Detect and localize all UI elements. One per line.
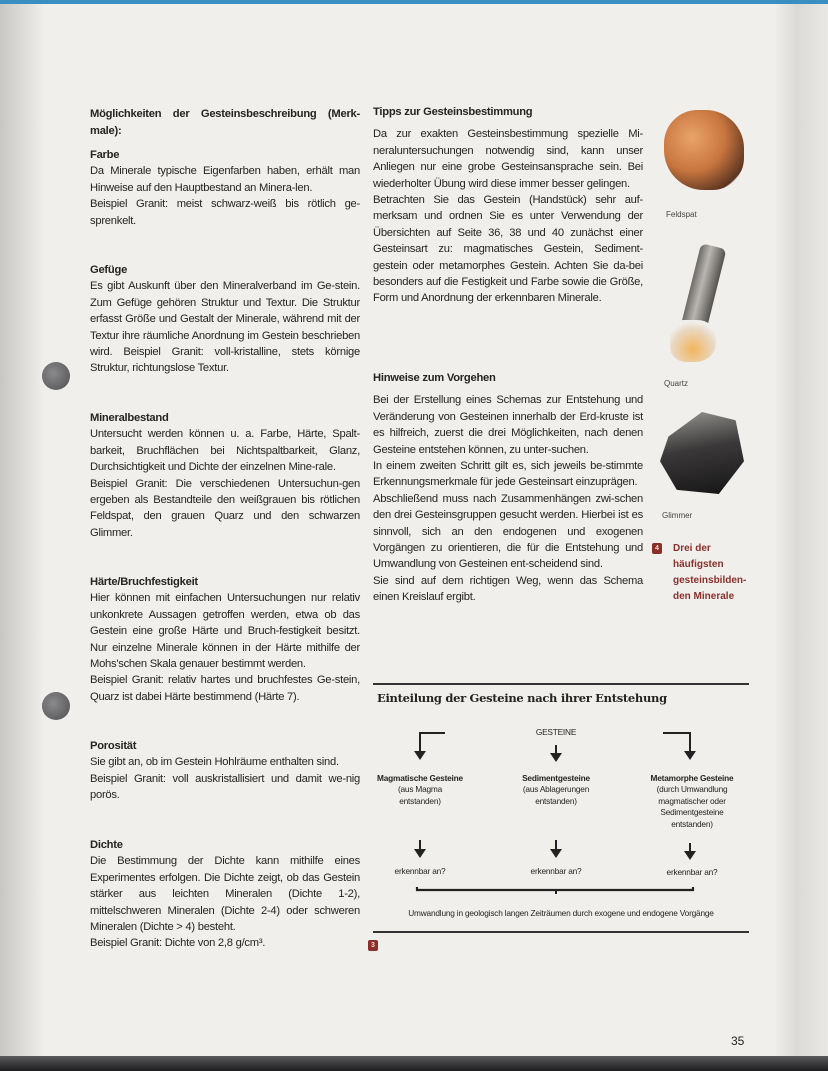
section-tipps — [373, 104, 643, 307]
arrow-right-path — [663, 733, 690, 753]
question-magmatisch: erkennbar an? — [394, 866, 446, 876]
section-farbe — [90, 147, 360, 229]
paragraph: Untersucht werden können u. a. Farbe, Härte, Spalt-barkeit, Bruchflächen bei Nichtspaltbarkeit, Glanz, Durchsichtigkeit und Dichte der einzelnen Mine-rale. — [90, 428, 360, 474]
figure-caption: Drei der häufigsten gesteinsbilden-den Minerale — [673, 543, 747, 602]
page-binding-shadow — [0, 0, 42, 1071]
question-sediment: erkennbar an? — [530, 866, 582, 876]
arrowhead — [414, 849, 426, 858]
section-haerte — [90, 574, 360, 705]
group-desc: (aus Ablagerungen entstanden) — [522, 784, 590, 806]
paragraph: Sie gibt an, ob im Gestein Hohlräume enthalten sind. — [90, 756, 339, 769]
paragraph: Da zur exakten Gesteinsbestimmung spezielle Mi-neraluntersuchungen notwendig sind, kann unser Anliegen nur eine grobe Gesteinsansprache sein. Bei wiederholter Übung wird diese immer besser gelingen. — [373, 128, 643, 190]
section-hinweise — [373, 370, 643, 606]
page-number: 35 — [731, 1034, 745, 1048]
feldspat-image — [664, 110, 744, 190]
figure-number-badge: 4 — [652, 543, 662, 554]
punch-hole — [42, 692, 70, 720]
glimmer-image — [660, 412, 744, 494]
arrowhead — [550, 849, 562, 858]
group-sediment — [496, 773, 616, 807]
arrowhead — [684, 851, 696, 860]
feldspat-caption: Feldspat — [666, 210, 697, 219]
paragraph: Da Minerale typische Eigenfarben haben, erhält man Hinweise auf den Hauptbestand an Minera-len. — [90, 165, 360, 194]
section-title: Dichte — [90, 839, 123, 851]
bottom-rule — [373, 931, 749, 933]
section-porositaet — [90, 738, 360, 804]
paragraph: In einem zweiten Schritt gilt es, sich jeweils be-stimmte Erkennungsmerkmale für jede Gesteinsart einzuprägen. — [373, 460, 643, 489]
paragraph: Hier können mit einfachen Untersuchungen nur relativ unkonkrete Aussagen getroffen werden, etwa ob das Gestein eine große Härte und Bruch-festigkeit besitzt. Nur einzelne Minerale können in der Härte mithilfe der Mohs'schen Skala genauer bestimmt werden. — [90, 592, 360, 671]
group-desc: (aus Magma entstanden) — [397, 784, 443, 806]
paragraph: Beispiel Granit: relativ hartes und bruchfestes Ge-stein, Quarz ist dabei Härte bestimmend (Härte 7). — [90, 674, 360, 703]
paragraph: Die Bestimmung der Dichte kann mithilfe eines Experimentes erfolgen. Die Dichte zeigt, ob das Gestein stärker aus leichten Mineralen (Dichte 1-2), mittelschweren Mineralen (Dichte 2-4) oder schweren Mineralen (Dichte > 4) besteht. — [90, 855, 360, 934]
diagram-figure-badge: 3 — [368, 940, 378, 951]
paragraph: Abschließend muss nach Zusammenhängen zwi-schen den drei Gesteinsgruppen gesucht werden. Hierbei ist es sinnvoll, sich an den endogenen und exogenen Vorgängen zu orientieren, die für die Entstehung und Umwandlung von Gesteinen ent-scheidend sind. — [373, 492, 643, 571]
paragraph: Beispiel Granit: meist schwarz-weiß bis rötlich ge-sprenkelt. — [90, 198, 360, 227]
diagram-root: GESTEINE — [535, 727, 577, 737]
paragraph: Beispiel Granit: Die verschiedenen Untersuchun-gen ergeben als Bestandteile den weißgrauen bis rötlichen Feldspat, den grauen Quarz und den schwarzen Glimmer. — [90, 477, 360, 539]
paragraph: Beispiel Granit: Dichte von 2,8 g/cm³. — [90, 937, 266, 950]
paragraph: Sie sind auf dem richtigen Weg, wenn das Schema einen Kreislauf ergibt. — [373, 574, 643, 604]
group-magmatisch — [360, 773, 480, 807]
punch-hole — [42, 362, 70, 390]
paragraph: Es gibt Auskunft über den Mineralverband im Ge-stein. Zum Gefüge gehören Struktur und Textur. Die Struktur erfasst Größe und Gestalt der Minerale, während mit der Textur ihre räumliche Anordnung im Gestein beschrieben wird. Beispiel Granit: voll-kristalline, stets körnige Struktur, richtungslose Textur. — [90, 280, 360, 375]
arrowhead — [414, 751, 426, 760]
section-title: Tipps zur Gesteinsbestimmung — [373, 106, 533, 118]
arrow-left-path — [420, 733, 445, 753]
group-metamorph — [632, 773, 752, 830]
left-heading: Möglichkeiten der Gesteinsbeschreibung (Merk-male): — [90, 108, 360, 137]
section-dichte — [90, 837, 360, 952]
group-desc: (durch Umwandlung magmatischer oder Sedimentgesteine entstanden) — [656, 784, 728, 829]
top-color-bar — [0, 0, 828, 4]
page-edge-shadow — [776, 0, 828, 1071]
rock-classification-diagram — [373, 683, 749, 935]
group-name: Magmatische Gesteine — [377, 773, 463, 783]
section-title: Hinweise zum Vorgehen — [373, 372, 496, 384]
quartz-base-image — [670, 320, 716, 362]
arrowhead — [550, 753, 562, 762]
paragraph: Bei der Erstellung eines Schemas zur Entstehung und Veränderung von Gesteinen innerhalb der Erd-kruste ist es hilfreich, zuerst die drei Möglichkeiten, nach denen Gesteine entstehen können, zu unter-suchen. — [373, 394, 643, 456]
diagram-title: Einteilung der Gesteine nach ihrer Entstehung — [377, 691, 667, 705]
group-name: Metamorphe Gesteine — [650, 773, 734, 783]
section-title: Farbe — [90, 149, 120, 161]
section-title: Porosität — [90, 740, 137, 752]
diagram-footer: Umwandlung in geologisch langen Zeiträumen durch exogene und endogene Vorgänge — [408, 908, 714, 918]
section-title: Gefüge — [90, 264, 128, 276]
bottom-dark-band — [0, 1056, 828, 1071]
mineral-figure-legend — [652, 541, 762, 605]
section-mineralbestand — [90, 410, 360, 541]
arrowhead — [684, 751, 696, 760]
section-title: Mineralbestand — [90, 412, 169, 424]
glimmer-caption: Glimmer — [662, 511, 693, 520]
quartz-caption: Quartz — [664, 379, 689, 388]
section-gefuege — [90, 262, 360, 377]
question-metamorph: erkennbar an? — [666, 867, 718, 877]
group-name: Sedimentgesteine — [522, 773, 590, 783]
section-title: Härte/Bruchfestigkeit — [90, 576, 198, 588]
paragraph: Beispiel Granit: voll auskristallisiert und damit we-nig porös. — [90, 772, 360, 802]
paragraph: Betrachten Sie das Gestein (Handstück) sehr auf-merksam und ordnen Sie es unter Verwendung der Übersichten auf Seite 36, 38 und 40 zunächst einer Gesteinsart zu: magmatisches Gestein, Sediment-gestein oder metamorphes Gestein. Achten Sie da-bei besonders auf die Festigkeit und Farbe sowie die Größe, Form und Anordnung der erkennbaren Minerale. — [373, 194, 643, 305]
left-heading-block — [90, 106, 360, 140]
